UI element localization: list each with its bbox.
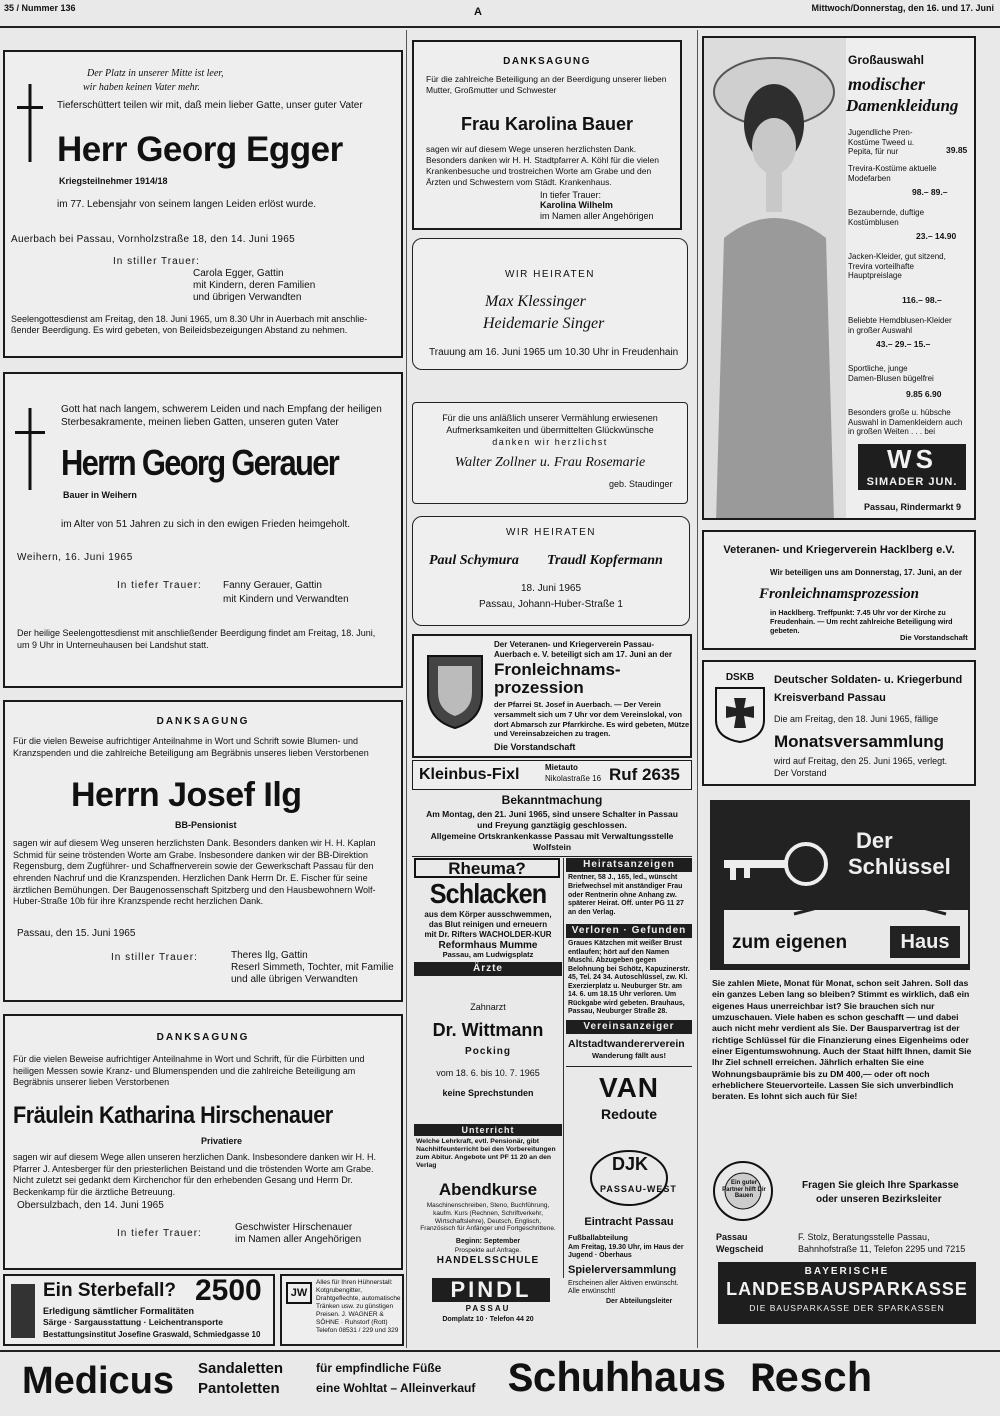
nee-line: geb. Staudinger xyxy=(609,479,673,489)
verse-line-1: Der Platz in unserer Mitte ist leer, xyxy=(87,68,224,79)
course-prospect: Prospekte auf Anfrage. xyxy=(454,1247,522,1254)
head-line-2: modischer xyxy=(848,74,926,94)
course-body: Maschinenschreiben, Steno, Buchführung, kaufm. Kurs (Rechnen, Schriftverkehr, Wirtschaftslehre), Deutsch, Englisch, Französisch für Anfänger und Fortgeschrittene. xyxy=(420,1202,556,1233)
ad-title: Ein Sterbefall? xyxy=(43,1280,177,1301)
mourner-line-2: Reserl Simmeth, Tochter, mit Familie xyxy=(231,962,394,973)
iron-cross-icon xyxy=(714,686,766,744)
notice-line-4: Wolfstein xyxy=(532,842,572,852)
head-line-1: Großauswahl xyxy=(848,53,925,67)
item-6-text: Sportliche, junge Damen-Blusen bügelfrei xyxy=(848,364,934,383)
deceased-name: Herrn Josef Ilg xyxy=(71,776,302,814)
head-line-3: Damenkleidung xyxy=(846,96,959,115)
doctor-note: keine Sprechstunden xyxy=(442,1088,534,1098)
thanks-hirschenauer xyxy=(3,1014,403,1270)
deceased-title: BB-Pensionist xyxy=(175,820,237,830)
issue-number: 35 / Nummer 136 xyxy=(4,3,76,13)
agent-line-2: Bahnhofstraße 11, Telefon 2295 und 7215 xyxy=(798,1244,966,1254)
building-icon xyxy=(11,1284,35,1338)
mourning-label: In tiefer Trauer: xyxy=(117,1228,202,1239)
header-rule xyxy=(0,26,1000,28)
wedding-heading: WIR HEIRATEN xyxy=(505,527,597,538)
section-heirat: Heiratsanzeigen xyxy=(566,858,692,872)
location-1: Passau xyxy=(716,1232,748,1242)
ad-doctor xyxy=(414,962,562,1122)
item-5-text: Beliebte Hemdblusen-Kleider in großer Auswahl xyxy=(848,316,952,335)
footer-product-2: Pantoletten xyxy=(198,1380,280,1397)
item-4-text: Jacken-Kleider, gut sitzend, Trevira vorteilhafte Hauptpreislage xyxy=(848,252,946,281)
banner-word-1: Der xyxy=(856,828,893,853)
djk-sign: Der Abteilungsleiter xyxy=(606,1298,673,1305)
deceased-title: Kriegsteilnehmer 1914/18 xyxy=(59,176,168,186)
banner-word-4: Haus xyxy=(890,926,960,958)
section-lost-found: Verloren · Gefunden xyxy=(566,924,692,938)
ad-veterans-hacklberg xyxy=(702,530,976,650)
thanks-line-1: Für die uns anläßlich unserer Vermählung erwiesenen xyxy=(442,413,658,423)
place-date: Auerbach bei Passau, Vornholzstraße 18, den 14. Juni 1965 xyxy=(11,234,295,245)
dskb-event: Monatsversammlung xyxy=(774,732,945,751)
obituary-egger xyxy=(3,50,403,358)
teaching-body: Welche Lehrkraft, evtl. Pensionär, gibt Nachhilfeunterricht bei den Vorbereitungen zum Abitur. Angebote unt PF 11 20 an den Verlag xyxy=(416,1138,556,1170)
ad-dskb xyxy=(702,660,976,786)
item-1-text: Jugendliche Pren-Kostüme Tweed u. Pepita, für nur xyxy=(848,128,915,157)
course-start: Beginn: September xyxy=(455,1238,521,1245)
bride-name: Traudl Kopfermann xyxy=(547,553,663,568)
verse-line-2: wir haben keinen Vater mehr. xyxy=(83,82,200,93)
thanks-body: sagen wir auf diesem Weg unseren herzlichsten Dank. Besonders danken wir H. H. Kaplan Schmid für seine tröstenden Worte am Grabe. Insbesondere danken wir der BB-Direktion Regensburg, dem Zugführer- und Schaffnerverein sowie der Gewerkschaft Passau für den ehrenden Nachruf und die Kranzspenden. Herzlichen Dank Herrn Dr. E. Fischer für seine ärztlichen Bemühungen. Der Baugenossenschaft Spitzberg und den Hausbewohnern Wolf-Huber-Straße 10b für ihre Kranzspende recht herzlichen Dank. xyxy=(13,838,376,907)
mourner-line-2: mit Kindern und Verwandten xyxy=(223,594,349,605)
van-title: VAN xyxy=(598,1072,660,1103)
dskb-sign: Der Vorstand xyxy=(774,768,827,778)
doctor-dates: vom 18. 6. bis 10. 7. 1965 xyxy=(436,1068,540,1078)
footer-medicus: Medicus xyxy=(22,1360,175,1402)
couple-names: Walter Zollner u. Frau Rosemarie xyxy=(454,455,646,470)
shop-address: Passau, am Ludwigsplatz xyxy=(442,950,534,959)
deceased-name: Herrn Georg Gerauer xyxy=(61,442,339,483)
dskb-badge: DSKB xyxy=(725,672,755,683)
deceased-title: Bauer in Weihern xyxy=(63,490,137,500)
deceased-title: Privatiere xyxy=(201,1136,243,1146)
course-title: Abendkurse xyxy=(438,1180,538,1199)
kleinbus-mid-2: Nikolastraße 16 xyxy=(545,774,602,783)
wedding-heading: WIR HEIRATEN xyxy=(504,269,596,280)
bride-name: Heidemarie Singer xyxy=(483,315,605,332)
meeting-title: Spielerversammlung xyxy=(568,1264,677,1276)
age-line: im 77. Lebensjahr von seinem langen Leiden erlöst wurde. xyxy=(57,199,317,210)
ad-phone: 2500 xyxy=(195,1274,262,1307)
dskb-title-2: Kreisverband Passau xyxy=(774,692,886,704)
column-divider xyxy=(697,30,698,1348)
djk-logo-text: DJK xyxy=(612,1154,649,1174)
thanks-bauer xyxy=(412,40,682,230)
ad-funeral-service xyxy=(3,1274,275,1346)
mourning-label: In stiller Trauer: xyxy=(113,256,200,267)
ad-kleinbus xyxy=(412,760,692,790)
funeral-line-2: ßender Beerdigung. Es wird gebeten, von Beileidsbezeigungen Abstand zu nehmen. xyxy=(11,325,348,335)
ad-line-2: das Blut reinigen und erneuern xyxy=(428,920,548,929)
club-name: Eintracht Passau xyxy=(584,1216,674,1228)
intro-text: Für die vielen Beweise aufrichtiger Anteilnahme in Wort und Schrift, für die Fürbitten und heiligen Messen sowie Kranz- und Blumenspenden und die zahlreiche Beteiligung am Begräbnis unserer lieben Verstorbenen xyxy=(13,1054,365,1088)
dskb-title-1: Deutscher Soldaten- u. Kriegerbund xyxy=(774,674,963,686)
age-line: im Alter von 51 Jahren zu sich in den ewigen Frieden heimgeholt. xyxy=(61,519,351,530)
funeral-line-1: Seelengottesdienst am Freitag, den 18. Juni 1965, um 8.30 Uhr in Auerbach mit anschlie- xyxy=(11,314,368,324)
club-title: Altstadtwandererverein xyxy=(568,1038,685,1050)
ad-evening-courses xyxy=(414,1124,562,1274)
wedding-line: Trauung am 16. Juni 1965 um 10.30 Uhr in Freudenhain xyxy=(429,347,679,358)
item-2-text: Trevira-Kostüme aktuelle Modefarben xyxy=(848,164,937,183)
ad-wagner xyxy=(280,1274,404,1346)
notice-line-1: Am Montag, den 21. Juni 1965, sind unsere Schalter in Passau xyxy=(426,809,678,819)
wagner-body: Alles für Ihren Hühnerstall: Kotgrubengitter, Drahtgeflechte, automatische Tränken usw. zu günstigen Preisen. J. WAGNER & SÖHNE · Ruhstorf (Rott) Telefon 08531 / 229 und 329 xyxy=(316,1279,401,1334)
doctor-name: Dr. Wittmann xyxy=(432,1020,544,1040)
page-letter: A xyxy=(474,6,482,18)
ad-simader xyxy=(702,36,976,520)
club-note: Wanderung fällt aus! xyxy=(592,1051,666,1060)
ad-bausparkasse xyxy=(702,796,978,1344)
item-4-price: 116.– 98.– xyxy=(902,295,942,305)
kleinbus-name: Kleinbus-Fixl xyxy=(419,766,520,783)
cross-icon xyxy=(17,84,43,162)
bank-logo-bar xyxy=(718,1262,976,1324)
place-date: Passau, den 15. Juni 1965 xyxy=(17,928,136,939)
bank-line-1: BAYERISCHE xyxy=(804,1266,890,1277)
mourning-label: In stiller Trauer: xyxy=(111,952,198,963)
column-divider xyxy=(406,30,407,1348)
wedding-date: 18. Juni 1965 xyxy=(520,583,582,594)
item-2-price: 98.– 89.– xyxy=(912,187,948,197)
intro-text: Tieferschüttert teilen wir mit, daß mein lieber Gatte, unser guter Vater xyxy=(57,100,363,111)
mourner-line-1: Fanny Gerauer, Gattin xyxy=(223,580,322,591)
bank-line-3: DIE BAUSPARKASSE DER SPARKASSEN xyxy=(749,1303,945,1313)
heirat-body: Rentner, 58 J., 165, led., wünscht Briefwechsel mit anständiger Frau oder Rentnerin ohne Anhang zw. späterer Heirat. Off. unter PG 11 27 an den Verlag. xyxy=(568,874,684,916)
school-city: PASSAU xyxy=(465,1304,511,1313)
item-3-text: Bezaubernde, duftige Kostümblusen xyxy=(848,208,925,227)
hacklberg-title: Veteranen- und Kriegerverein Hacklberg e.V. xyxy=(723,544,955,556)
mourning-label: In tiefer Trauer: xyxy=(117,580,202,591)
simader-logo-text: SIMADER JUN. xyxy=(858,474,966,490)
banner-word-2: Schlüssel xyxy=(848,854,951,879)
mourner-line-1: Carola Egger, Gattin xyxy=(193,268,284,279)
notice-title: Bekanntmachung xyxy=(501,793,603,807)
item-1-price: 39.85 xyxy=(946,145,968,155)
agent-line-1: F. Stolz, Beratungsstelle Passau, xyxy=(798,1232,930,1242)
ad-veterans-auerbach xyxy=(412,634,692,758)
model-illustration xyxy=(704,38,846,520)
thanks-ilg xyxy=(3,700,403,1002)
thanks-body: sagen wir auf diesem Wege allen unseren herzlichen Dank. Insbesondere danken wir H. H. Pfarrer J. Antesberger für den priesterlichen Beistand und die tröstenden Worte am Grabe. Nicht zuletzt sei gedankt dem Kirchenchor für den erhebenden Gesang und Herrn Dr. Beckenkamp für die ärztliche Betreuung. xyxy=(13,1152,377,1198)
item-3-price: 23.– 14.90 xyxy=(916,231,957,241)
hacklberg-event: Fronleichnamsprozession xyxy=(758,586,920,602)
issue-date: Mittwoch/Donnerstag, den 16. und 17. Juni xyxy=(811,3,994,13)
deceased-name: Fräulein Katharina Hirschenauer xyxy=(13,1102,333,1129)
location-2: Wegscheid xyxy=(716,1244,764,1254)
deceased-name: Herr Georg Egger xyxy=(57,130,343,169)
mourner-line-1: Geschwister Hirschenauer xyxy=(235,1222,353,1233)
hacklberg-line: Wir beteiligen uns am Donnerstag, 17. Juni, an der xyxy=(770,568,962,577)
kleinbus-mid-1: Mietauto xyxy=(545,763,578,772)
groom-name: Max Klessinger xyxy=(485,293,586,310)
mourner-line-1: Karolina Wilhelm xyxy=(540,200,613,210)
ad-line-3: Bestattungsinstitut Josefine Graswald, Schmiedgasse 10 xyxy=(43,1330,261,1339)
hacklberg-body: in Hacklberg. Treffpunkt: 7.45 Uhr vor der Kirche zu Freudenhain. — Um recht zahlreiche Beteiligung wird gebeten. xyxy=(770,608,953,635)
dskb-line-2: wird auf Freitag, den 25. Juni 1965, verlegt. xyxy=(774,756,948,766)
footer-tag-1: für empfindliche Füße xyxy=(316,1361,442,1375)
footer-product-1: Sandaletten xyxy=(198,1360,284,1377)
funeral-line-1: Der heilige Seelengottesdienst mit anschließender Beerdigung findet am Freitag, 18. Juni, xyxy=(17,628,376,638)
ad-line-1: Erledigung sämtlicher Formalitäten xyxy=(43,1306,195,1316)
department: Fußballabteilung xyxy=(568,1233,628,1242)
ad-title-2: Schlacken xyxy=(429,878,547,909)
sparkasse-body: Sie zahlen Miete, Monat für Monat, schon seit Jahren. Soll das ein ganzes Leben lang so bleiben? Stimmt es wirklich, daß ein eigenes Haus unerreichbar ist? Sie brauchen sich nur umzuschauen. Viele haben es schon geschafft — und dabei auch nicht mehr verdient als Sie. Der Bausparvertrag ist der richtige Schlüssel für die Finanzierung eines Eigenheims oder einer Eigentumswohnung. Auch der Staat hilft Ihnen, damit Sie Ihr Ziel schnell erreichen. Jährlich erhalten Sie eine Wohnungsbauprämie bis zu DM 400,— oder oft noch erheblichere Steuervorteile. Lassen Sie sich unverbindlich beraten. Es lohnt sich auch für Sie! xyxy=(712,978,972,1102)
lost-found-body: Graues Kätzchen mit weißer Brust entlaufen; hört auf den Namen Muschi. Abzugeben gegen Belohnung bei Schötz, Kapuzinerstr. 45, Tel. 24 34. Autoschlüssel, zw. Kl. Exerzierplatz u. Neuburger Str. am 14. 6. um 18.15 Uhr verloren. Um Rückgabe wird gebeten. Brauhaus, Passau, Neuburger Straße 28. xyxy=(568,940,690,1016)
footer-shop: Schuhhaus Resch xyxy=(508,1356,872,1404)
funeral-line-2: um 9 Uhr in Unterneuhausen bei Landshut statt. xyxy=(17,640,209,650)
footer-tag-2: eine Wohltat – Alleinverkauf xyxy=(316,1381,476,1395)
hacklberg-sign: Die Vorstandschaft xyxy=(900,633,968,642)
ad-title-1: Rheuma? xyxy=(414,858,560,878)
item-6-price: 9.85 6.90 xyxy=(906,389,942,399)
intro-line-1: Für die vielen Beweise aufrichtiger Anteilnahme in Wort und Schrift sowie Blumen- und xyxy=(13,736,359,746)
notice-line-2: und Freyung ganztägig geschlossen. xyxy=(477,820,627,830)
djk-body: Am Freitag, 19.30 Uhr, im Haus der Jugend · Oberhaus xyxy=(568,1244,684,1260)
school-address: Domplatz 10 · Telefon 44 20 xyxy=(442,1316,534,1323)
seal-text: Ein guter Partner hilft Dir Bauen xyxy=(722,1180,766,1200)
veterans-sign: Die Vorstandschaft xyxy=(494,742,576,752)
mourner-line-3: und übrigen Verwandten xyxy=(193,292,302,303)
doctor-role: Zahnarzt xyxy=(470,1002,506,1012)
mourner-line-2: im Namen aller Angehörigen xyxy=(235,1234,362,1245)
mourner-line-1: Theres Ilg, Gattin xyxy=(231,950,308,961)
mourner-line-2: mit Kindern, deren Familien xyxy=(193,280,316,291)
place-date: Weihern, 16. Juni 1965 xyxy=(17,552,133,563)
bank-line-2: LANDESBAUSPARKASSE xyxy=(726,1279,968,1299)
section-doctors: Ärzte xyxy=(414,962,562,976)
footer-shoe-ad xyxy=(0,1352,1000,1412)
wedding-schymura xyxy=(412,516,690,626)
school-name-logo: PINDL xyxy=(432,1278,550,1302)
banner-word-3: zum eigenen xyxy=(732,932,848,953)
intro-line-2: Kranzspenden und die zahlreiche Beteiligung am Begräbnis unseres lieben Verstorbenen xyxy=(13,748,369,758)
thanks-heading: DANKSAGUNG xyxy=(503,56,591,67)
thanks-body: sagen wir auf diesem Wege unseren herzlichsten Dank. Besonders danken wir H. H. Stadtpfarrer A. Köhl für die vielen Krankenbesuche und trostreichen Worte am Grabe und den Ärzten und Schwestern vom Städt. Krankenhaus. xyxy=(426,144,659,188)
ask-line-1: Fragen Sie gleich Ihre Sparkasse xyxy=(802,1180,959,1191)
intro-line-2: Sterbesakramente, meinen lieben Gatten, unseren guten Vater xyxy=(61,417,339,428)
kleinbus-phone: Ruf 2635 xyxy=(609,765,680,784)
ask-line-2: oder unseren Bezirksleiter xyxy=(816,1194,942,1205)
ad-line-1: aus dem Körper ausschwemmen, xyxy=(424,910,552,919)
mourner-line-3: und alle übrigen Verwandten xyxy=(231,974,358,985)
ad-rheuma xyxy=(414,858,562,958)
ad-djk xyxy=(566,1148,692,1348)
thanks-zollner xyxy=(412,402,688,504)
cross-icon xyxy=(15,408,45,490)
thanks-line-2: Aufmerksamkeiten und übermittelten Glückwünsche xyxy=(446,425,654,435)
wagner-logo: JW xyxy=(286,1282,312,1304)
van-subtitle: Redoute xyxy=(601,1106,657,1122)
groom-name: Paul Schymura xyxy=(429,553,519,568)
mourning-label: In tiefer Trauer: xyxy=(540,190,602,200)
place-date: Obersulzbach, den 14. Juni 1965 xyxy=(17,1200,164,1211)
wedding-klessinger xyxy=(412,238,688,370)
key-banner xyxy=(710,800,970,970)
intro-text: Für die zahlreiche Beteiligung an der Beerdigung unserer lieben Mutter, Großmutter und Schwester xyxy=(426,74,667,96)
notice-aok xyxy=(412,794,692,854)
doctor-town: Pocking xyxy=(465,1046,511,1057)
simader-logo: WS xyxy=(858,444,966,474)
item-5-price: 43.– 29.– 15.– xyxy=(876,339,931,349)
fashion-photo xyxy=(704,38,846,520)
section-clubs: Vereinsanzeiger xyxy=(566,1020,692,1034)
wedding-place: Passau, Johann-Huber-Straße 1 xyxy=(479,599,623,610)
mourner-line-2: im Namen aller Angehörigen xyxy=(540,211,654,221)
section-teaching: Unterricht xyxy=(414,1124,562,1136)
djk-logo-sub: PASSAU-WEST xyxy=(600,1184,677,1194)
djk-note: Erscheinen aller Aktiven erwünscht. Alle erwünscht! xyxy=(568,1280,679,1296)
thanks-heading: DANKSAGUNG xyxy=(156,716,250,727)
school-label: HANDELSSCHULE xyxy=(436,1255,540,1266)
ad-line-3: mit Dr. Rifters WACHOLDER-KUR xyxy=(424,930,552,939)
shop-name: Reformhaus Mumme xyxy=(438,940,538,951)
intro-line-1: Gott hat nach langem, schwerem Leiden und nach Empfang der heiligen xyxy=(61,404,382,415)
deceased-name: Frau Karolina Bauer xyxy=(460,114,634,134)
obituary-gerauer xyxy=(3,372,403,688)
coat-of-arms-icon xyxy=(424,650,486,730)
simader-address: Passau, Rindermarkt 9 xyxy=(864,502,962,512)
notice-line-3: Allgemeine Ortskrankenkasse Passau mit Verwaltungsstelle xyxy=(430,831,674,841)
event-title-1: Fronleichnams- xyxy=(494,660,621,679)
event-title-2: prozession xyxy=(494,678,584,697)
footer-text: Besonders große u. hübsche Auswahl in Damenkleidern auch in großen Weiten . . . bei xyxy=(848,408,963,437)
ad-line-2: Särge · Sargausstattung · Leichentransporte xyxy=(43,1317,223,1327)
veterans-body: der Pfarrei St. Josef in Auerbach. — Der Verein versammelt sich um 7 Uhr vor dem Vereinslokal, von dort Abmarsch zur Pfarrkirche. Es wird gebeten, Mütze und Vereinsabzeichen zu tragen. xyxy=(494,700,690,739)
veterans-intro: Der Veteranen- und Kriegerverein Passau-Auerbach e. V. beteiligt sich am 17. Juni an der xyxy=(494,640,672,660)
thanks-line-3: danken wir herzlichst xyxy=(492,437,608,447)
thanks-heading: DANKSAGUNG xyxy=(156,1032,250,1043)
house-roof-icon xyxy=(790,892,950,916)
dskb-line-1: Die am Freitag, den 18. Juni 1965, fällige xyxy=(774,714,939,724)
